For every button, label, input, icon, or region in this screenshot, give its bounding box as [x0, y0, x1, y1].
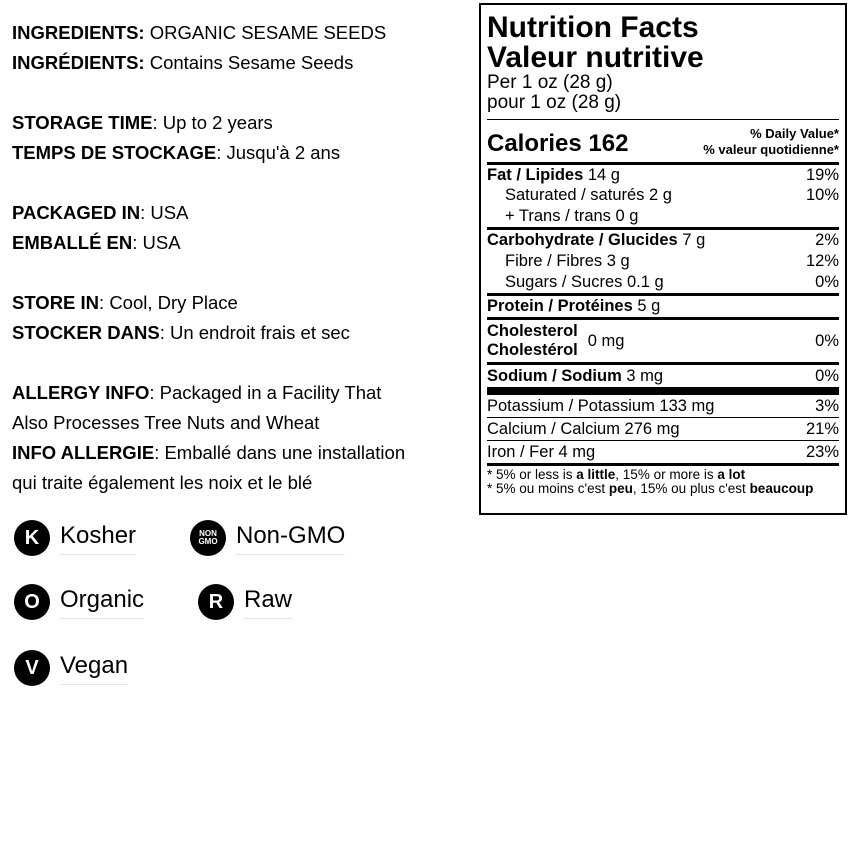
- iron-row: Iron / Fer 4 mg 23%: [487, 442, 839, 461]
- badge-label: Organic: [60, 586, 144, 619]
- badge-organic: [14, 584, 144, 620]
- organic-icon: O: [14, 584, 50, 620]
- product-info: [12, 18, 472, 498]
- allergy-info-fr-cont: qui traite également les noix et le blé: [12, 472, 313, 493]
- saturated-row: Saturated / saturés 2 g 10%: [505, 186, 839, 204]
- badge-label: Vegan: [60, 652, 128, 685]
- nutrition-facts-table: [479, 3, 847, 515]
- ingredients-fr: INGRÉDIENTS: Contains Sesame Seeds: [12, 52, 354, 73]
- sugars-row: Sugars / Sucres 0.1 g 0%: [505, 273, 839, 291]
- fat-row: Fat / Lipides 14 g 19%: [487, 165, 839, 184]
- footnote-fr: * 5% ou moins c'est peu, 15% ou plus c'est beaucoup: [487, 481, 814, 496]
- vegan-icon: V: [14, 650, 50, 686]
- nutrition-title-en: Nutrition Facts: [487, 11, 699, 44]
- packaged-in-en: PACKAGED IN: USA: [12, 202, 189, 223]
- badge-non-gmo: [190, 520, 345, 556]
- calories-label: Calories 162: [487, 130, 629, 157]
- kosher-icon: K: [14, 520, 50, 556]
- badge-raw: [198, 584, 292, 620]
- sodium-row: Sodium / Sodium 3 mg 0%: [487, 366, 839, 385]
- badge-label: Kosher: [60, 522, 136, 555]
- calcium-row: Calcium / Calcium 276 mg 21%: [487, 419, 839, 438]
- allergy-info-en: ALLERGY INFO: Packaged in a Facility That: [12, 382, 382, 403]
- store-in-en: STORE IN: Cool, Dry Place: [12, 292, 238, 313]
- serving-size-fr: pour 1 oz (28 g): [487, 92, 622, 113]
- protein-row: Protein / Protéines 5 g: [487, 297, 661, 315]
- ingredients-en: INGREDIENTS: ORGANIC SESAME SEEDS: [12, 22, 387, 43]
- badge-label: Raw: [244, 586, 292, 619]
- storage-time-fr: TEMPS DE STOCKAGE: Jusqu'à 2 ans: [12, 142, 341, 163]
- allergy-info-en-cont: Also Processes Tree Nuts and Wheat: [12, 412, 320, 433]
- badge-vegan: [14, 650, 128, 686]
- calories-row: [487, 120, 839, 158]
- daily-value-header: % Daily Value* % valeur quotidienne*: [703, 126, 839, 157]
- store-in-fr: STOCKER DANS: Un endroit frais et sec: [12, 322, 350, 343]
- potassium-row: Potassium / Potassium 133 mg 3%: [487, 396, 839, 415]
- serving-size-en: Per 1 oz (28 g): [487, 72, 613, 93]
- fibre-row: Fibre / Fibres 3 g 12%: [505, 252, 839, 270]
- trans-row: + Trans / trans 0 g: [505, 207, 639, 225]
- footnote-en: * 5% or less is a little, 15% or more is a lot: [487, 467, 746, 482]
- badge-kosher: [14, 520, 136, 556]
- cholesterol-row: Cholesterol Cholestérol 0 mg 0%: [487, 322, 839, 359]
- packaged-in-fr: EMBALLÉ EN: USA: [12, 232, 181, 253]
- storage-time-en: STORAGE TIME: Up to 2 years: [12, 112, 273, 133]
- non-gmo-icon: NON GMO: [190, 520, 226, 556]
- allergy-info-fr: INFO ALLERGIE: Emballé dans une installation: [12, 442, 406, 463]
- carbohydrate-row: Carbohydrate / Glucides 7 g 2%: [487, 231, 839, 249]
- badge-label: Non-GMO: [236, 522, 345, 555]
- raw-icon: R: [198, 584, 234, 620]
- nutrition-title-fr: Valeur nutritive: [487, 41, 704, 74]
